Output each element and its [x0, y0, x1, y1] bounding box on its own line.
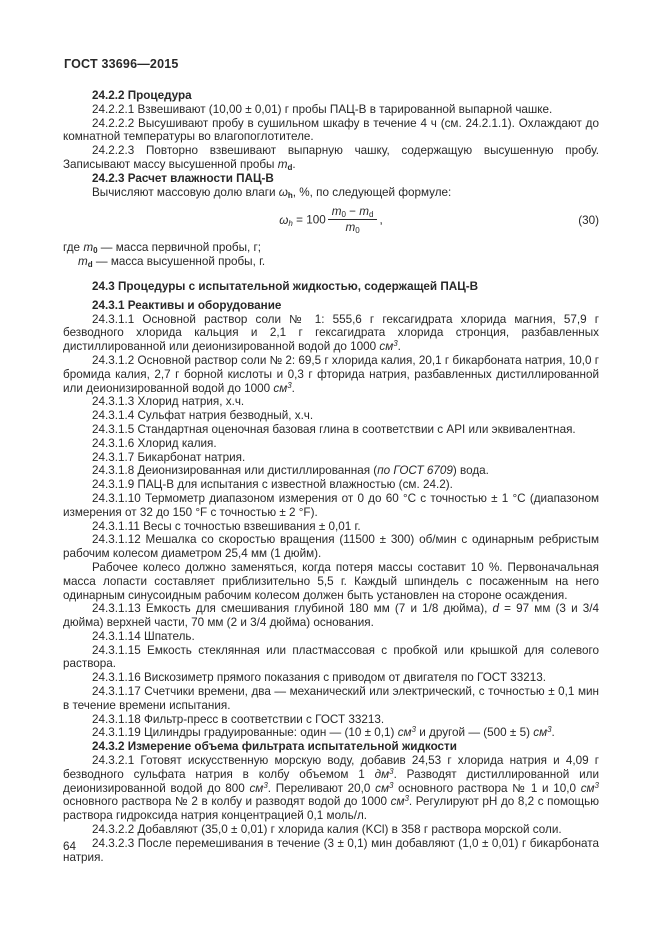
paragraph: 24.2.2.2 Высушивают пробу в сушильном шкафу в течение 4 ч (см. 24.2.1.1). Охлаждают до комнатной температуры во влагопоглотителе. [63, 116, 599, 144]
document-content [63, 89, 599, 864]
paragraph: где $m_0$ — масса первичной пробы, г; [63, 241, 261, 256]
paragraph: 24.3.1.3 Хлорид натрия, х.ч. [92, 395, 245, 409]
paragraph: 24.2.2.3 Повторно взвешивают выпарную чашку, содержащую высушенную пробу. Записывают массу высушенной пробы $m_d$. [63, 144, 599, 172]
page-header: ГОСТ 33696—2015 [64, 57, 179, 71]
paragraph: 24.3.1.7 Бикарбонат натрия. [92, 450, 246, 464]
paragraph: 24.3.1.16 Вискозиметр прямого показания с приводом от двигателя по ГОСТ 33213. [92, 671, 546, 685]
paragraph: 24.2.2.1 Взвешивают (10,00 ± 0,01) г пробы ПАЦ-В в тарированной выпарной чашке. [92, 102, 553, 116]
paragraph: 24.3.1.15 Емкость стеклянная или пластмассовая с пробкой или крышкой для солевого раствора. [63, 643, 599, 671]
paragraph: 24.3.1.12 Мешалка со скоростью вращения (11500 ± 300) об/мин с одинарным ребристым рабочим колесом диаметром 25,4 мм (1 дюйм). [63, 533, 599, 561]
equation-number: (30) [578, 213, 599, 227]
fraction-numerator [328, 205, 378, 220]
paragraph: 24.3.2.3 После перемешивания в течение (3 ± 0,1) мин добавляют (1,0 ± 0,01) г бикарбоната натрия. [63, 836, 599, 864]
omega-symbol: ω [279, 213, 289, 227]
section-heading: 24.2.2 Процедура [92, 89, 192, 102]
fraction [328, 205, 378, 234]
section-heading: 24.2.3 Расчет влажности ПАЦ-В [92, 171, 274, 185]
paragraph: 24.3.1.9 ПАЦ-В для испытания с известной влажностью (см. 24.2). [92, 478, 453, 492]
numerator-sub2: d [368, 210, 374, 220]
paragraph: 24.3.1.18 Фильтр-пресс в соответствии с ГОСТ 33213. [92, 712, 385, 726]
paragraph: 24.3.2.1 Готовят искусственную морскую воду, добавив 24,53 г хлорида натрия и 4,09 г безводного сульфата натрия в колбу объемом 1 $дм^3$. Разводят дистиллированной или деионизированной водой до 800 $см^3$. Переливают 20,0 $см^3$ основного раствора № 1 и 10,0 $см^3$ основного раствора № 2 в колбу и разводят водой до 1000 $см^3$. Регулируют рН до 8,2 с помощью раствора гидроксида натрия концентрацией 0,1 моль/л. [63, 754, 599, 823]
paragraph: $m_d$ — масса высушенной пробы, г. [78, 255, 266, 270]
paragraph: 24.3.1.19 Цилиндры градуированные: один — (10 ± 0,1) $см^3$ и другой — (500 ± 5) $см^3$. [92, 725, 555, 740]
equals-sign: = [296, 213, 303, 227]
paragraph: 24.3.1.1 Основной раствор соли № 1: 555,6 г гексагидрата хлорида магния, 57,9 г безводного хлорида кальция и 2,1 г гексагидрата хлорида стронция, разбавленных дистиллированной или деионизированной водой до 1000 $см^3$. [63, 312, 599, 354]
denominator-sub: 0 [355, 226, 360, 236]
omega-subscript: h [288, 218, 293, 228]
content-block-after-formula [63, 241, 599, 864]
paragraph: 24.3.1.6 Хлорид калия. [92, 436, 217, 450]
paragraph: Вычисляют массовую долю влаги $\omega_h$, %, по следующей формуле: [92, 185, 452, 200]
paragraph: 24.3.1.4 Сульфат натрия безводный, х.ч. [92, 409, 314, 423]
paragraph: 24.3.1.5 Стандартная оценочная базовая глина в соответствии с API или эквивалентная. [92, 422, 576, 436]
denominator-var: m [345, 221, 356, 235]
content-block-before-formula [63, 89, 599, 199]
paragraph: 24.3.1.14 Шпатель. [92, 629, 195, 643]
numerator-var1: m [331, 205, 342, 219]
section-heading: 24.3.2 Измерение объема фильтрата испытательной жидкости [92, 740, 457, 754]
paragraph: 24.3.1.11 Весы с точностью взвешивания ± 0,01 г. [92, 519, 361, 533]
paragraph: 24.3.1.8 Деионизированная или дистиллированная (по ГОСТ 6709) вода. [92, 464, 489, 478]
fraction-denominator [328, 220, 378, 234]
trailing-comma: , [379, 213, 383, 227]
paragraph: 24.3.1.17 Счетчики времени, два — механический или электрический, с точностью ± 0,1 мин в течение времени испытания. [63, 685, 599, 712]
section-heading: 24.3 Процедуры с испытательной жидкостью, содержащей ПАЦ-В [92, 279, 479, 293]
page-number: 64 [63, 840, 77, 853]
paragraph: 24.3.1.2 Основной раствор соли № 2: 69,5 г хлорида калия, 20,1 г бикарбоната натрия, 10,0 г бромида калия, 2,7 г борной кислоты и 0,3 г фторида натрия, разбавленных дистиллированной или деионизированной водой до 1000 $см^3$. [63, 353, 599, 395]
paragraph: 24.3.2.2 Добавляют (35,0 ± 0,01) г хлорида калия (KCl) в 358 г раствора морской соли. [92, 823, 562, 837]
numerator-sub1: 0 [341, 210, 346, 220]
coefficient: 100 [306, 213, 326, 227]
paragraph: Рабочее колесо должно заменяться, когда потеря массы составит 10 %. Первоначальная масса лопасти составляет приблизительно 5,5 г. Каждый шпиндель с посаженным на него одинарным синусоидным рабочим колесом должен быть установлен на стороне осаждения. [63, 560, 599, 602]
paragraph: 24.3.1.10 Термометр диапазоном измерения от 0 до 60 °C с точностью ± 1 °C (диапазоном измерения от 32 до 150 °F с точностью ± 2 °F). [63, 491, 599, 519]
paragraph: 24.3.1.13 Емкость для смешивания глубиной 180 мм (7 и 1/8 дюйма), d = 97 мм (3 и 3/4 дюйма) верхней части, 70 мм (2 и 3/4 дюйма) основания. [63, 602, 599, 630]
section-heading: 24.3.1 Реактивы и оборудование [92, 298, 282, 312]
equation-expression [279, 206, 382, 235]
minus-sign: − [349, 205, 356, 219]
numerator-var2: m [359, 205, 369, 219]
equation [63, 206, 599, 235]
equation-lhs [279, 214, 293, 227]
